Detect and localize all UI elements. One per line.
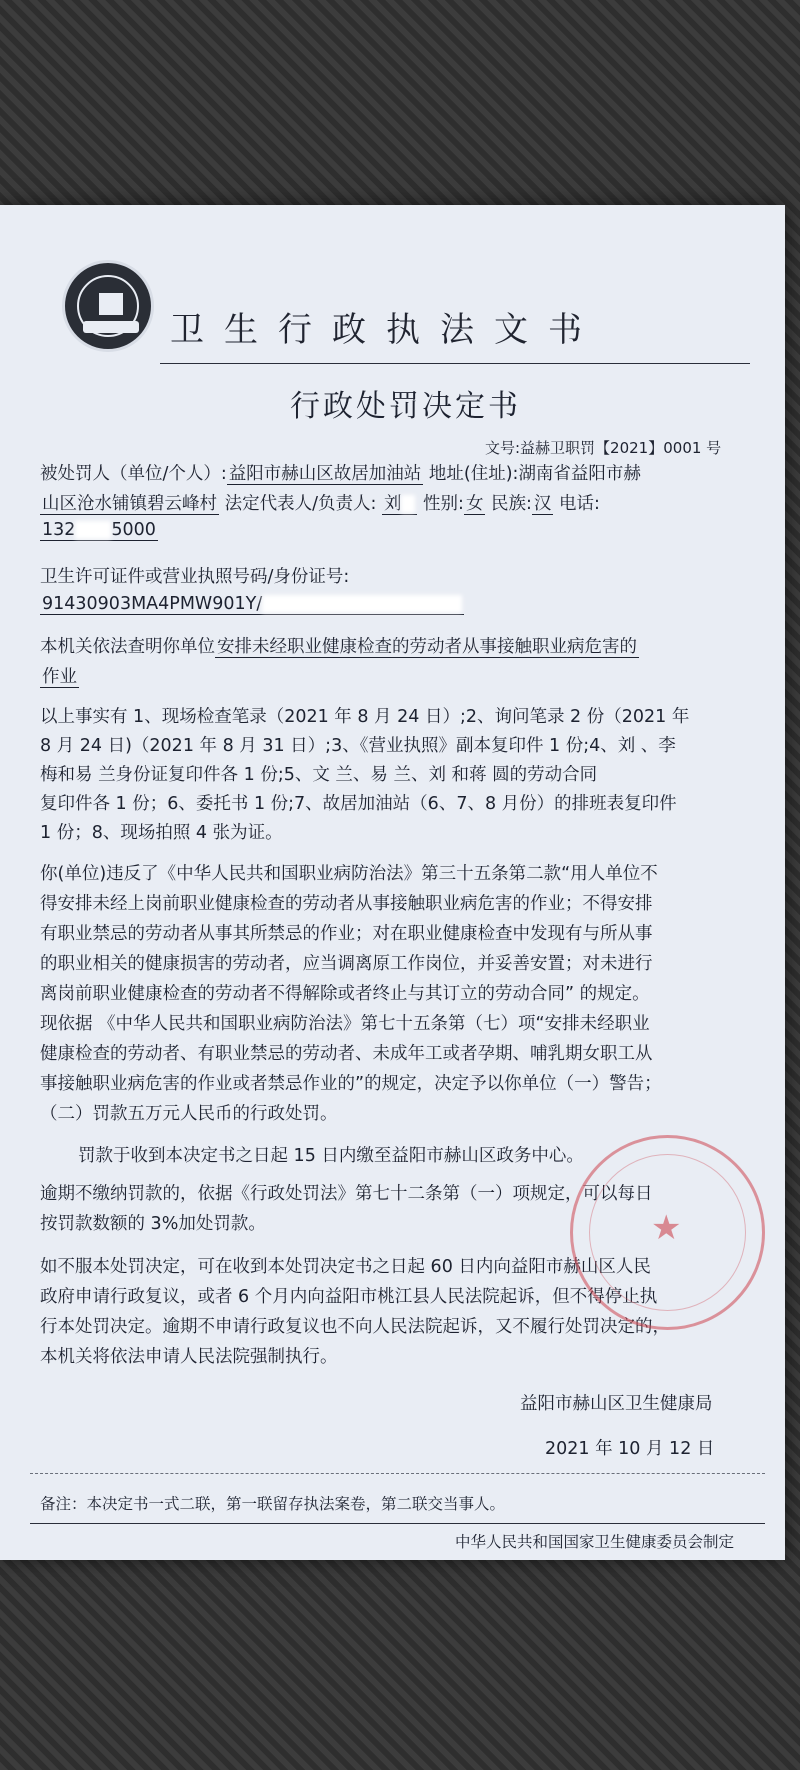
appeal-line: 本机关将依法申请人民法院强制执行。 (40, 1347, 338, 1367)
document-number: 文号:益赫卫职罚【2021】0001 号 (485, 439, 722, 457)
header-title: 卫生行政执法文书 (170, 310, 602, 350)
party-label: 被处罚人（单位/个人）: (40, 464, 227, 484)
violation-line: 现依据 《中华人民共和国职业病防治法》第七十五条第（七）项“安排未经职业 (40, 1014, 650, 1034)
respondent-line-2 (40, 490, 600, 515)
phone-label: 电话: (559, 494, 600, 514)
violation-line: 得安排未经上岗前职业健康检查的劳动者从事接触职业病危害的作业；不得安排 (40, 894, 653, 914)
appeal-line: 政府申请行政复议，或者 6 个月内向益阳市桃江县人民法院起诉，但不得停止执 (40, 1287, 658, 1307)
late-line: 按罚款数额的 3%加处罚款。 (40, 1214, 266, 1234)
health-emblem-logo (62, 260, 154, 352)
ethnicity-value: 汉 (533, 494, 552, 514)
address-value-2: 山区沧水铺镇碧云峰村 (42, 494, 217, 514)
phone-value: 132 5000 (42, 520, 156, 540)
party-name: 益阳市赫山区故居加油站 (228, 464, 422, 484)
legal-rep-value: 刘 (382, 494, 418, 515)
license-value: 91430903MA4PMW901Y/ (40, 594, 464, 615)
evidence-line: 以上事实有 1、现场检查笔录（2021 年 8 月 24 日）;2、询问笔录 2 份（2021 年 (40, 707, 690, 727)
violation-line: 的职业相关的健康损害的劳动者，应当调离原工作岗位，并妥善安置；对未进行 (40, 954, 653, 974)
address-value-1: 湖南省益阳市赫 (518, 464, 641, 484)
evidence-line: 复印件各 1 份；6、委托书 1 份;7、故居加油站（6、7、8 月份）的排班表复印件 (40, 794, 677, 814)
ethnicity-label: 民族: (491, 494, 532, 514)
violation-line: 有职业禁忌的劳动者从事其所禁忌的作业；对在职业健康检查中发现有与所从事 (40, 924, 653, 944)
late-line: 逾期不缴纳罚款的，依据《行政处罚法》第七十二条第（一）项规定，可以每日 (40, 1184, 653, 1204)
gender-label: 性别: (423, 494, 464, 514)
legal-rep-label: 法定代表人/负责人: (224, 494, 377, 514)
footer-rule (30, 1523, 765, 1524)
violation-line: （二）罚款五万元人民币的行政处罚。 (40, 1104, 338, 1124)
payment-text: 罚款于收到本决定书之日起 15 日内缴至益阳市赫山区政务中心。 (78, 1146, 584, 1166)
issue-date: 2021 年 10 月 12 日 (545, 1439, 715, 1459)
violation-line: 健康检查的劳动者、有职业禁忌的劳动者、未成年工或者孕期、哺乳期女职工从 (40, 1044, 653, 1064)
footer-note: 备注：本决定书一式二联，第一联留存执法案卷，第二联交当事人。 (40, 1495, 506, 1513)
respondent-line-1 (40, 460, 641, 485)
address-label: 地址(住址): (428, 464, 519, 484)
appeal-line: 行本处罚决定。逾期不申请行政复议也不向人民法院起诉，又不履行处罚决定的， (40, 1317, 670, 1337)
footer-maker: 中华人民共和国国家卫生健康委员会制定 (455, 1533, 735, 1551)
official-red-stamp: ★ (570, 1135, 765, 1330)
violation-line: 离岗前职业健康检查的劳动者不得解除或者终止与其订立的劳动合同” 的规定。 (40, 984, 650, 1004)
license-line (40, 594, 464, 614)
violation-line: 你(单位)违反了《中华人民共和国职业病防治法》第三十五条第二款“用人单位不 (40, 864, 658, 884)
evidence-line: 8 月 24 日)（2021 年 8 月 31 日）;3、《营业执照》副本复印件 1 份;4、刘 、李 (40, 736, 676, 756)
findings-line-1: 本机关依法查明你单位 安排未经职业健康检查的劳动者从事接触职业病危害的 (40, 637, 637, 657)
issuing-agency: 益阳市赫山区卫生健康局 (520, 1394, 713, 1414)
findings-violation-text: 安排未经职业健康检查的劳动者从事接触职业病危害的 (217, 637, 637, 657)
gender-value: 女 (465, 494, 484, 514)
findings-line-2: 作业 (42, 667, 77, 687)
footer-divider (30, 1473, 765, 1474)
document-paper (0, 205, 785, 1560)
violation-line: 事接触职业病危害的作业或者禁忌作业的”的规定，决定予以你单位（一）警告； (40, 1074, 662, 1094)
evidence-line: 梅和易 兰身份证复印件各 1 份;5、文 兰、易 兰、刘 和蒋 圆的劳动合同 (40, 765, 598, 785)
license-label: 卫生许可证件或营业执照号码/身份证号: (40, 567, 350, 587)
header-rule (160, 363, 750, 364)
appeal-line: 如不服本处罚决定，可在收到本处罚决定书之日起 60 日内向益阳市赫山区人民 (40, 1257, 651, 1277)
document-title: 行政处罚决定书 (290, 389, 521, 424)
evidence-line: 1 份；8、现场拍照 4 张为证。 (40, 823, 283, 843)
phone-line (40, 520, 158, 540)
